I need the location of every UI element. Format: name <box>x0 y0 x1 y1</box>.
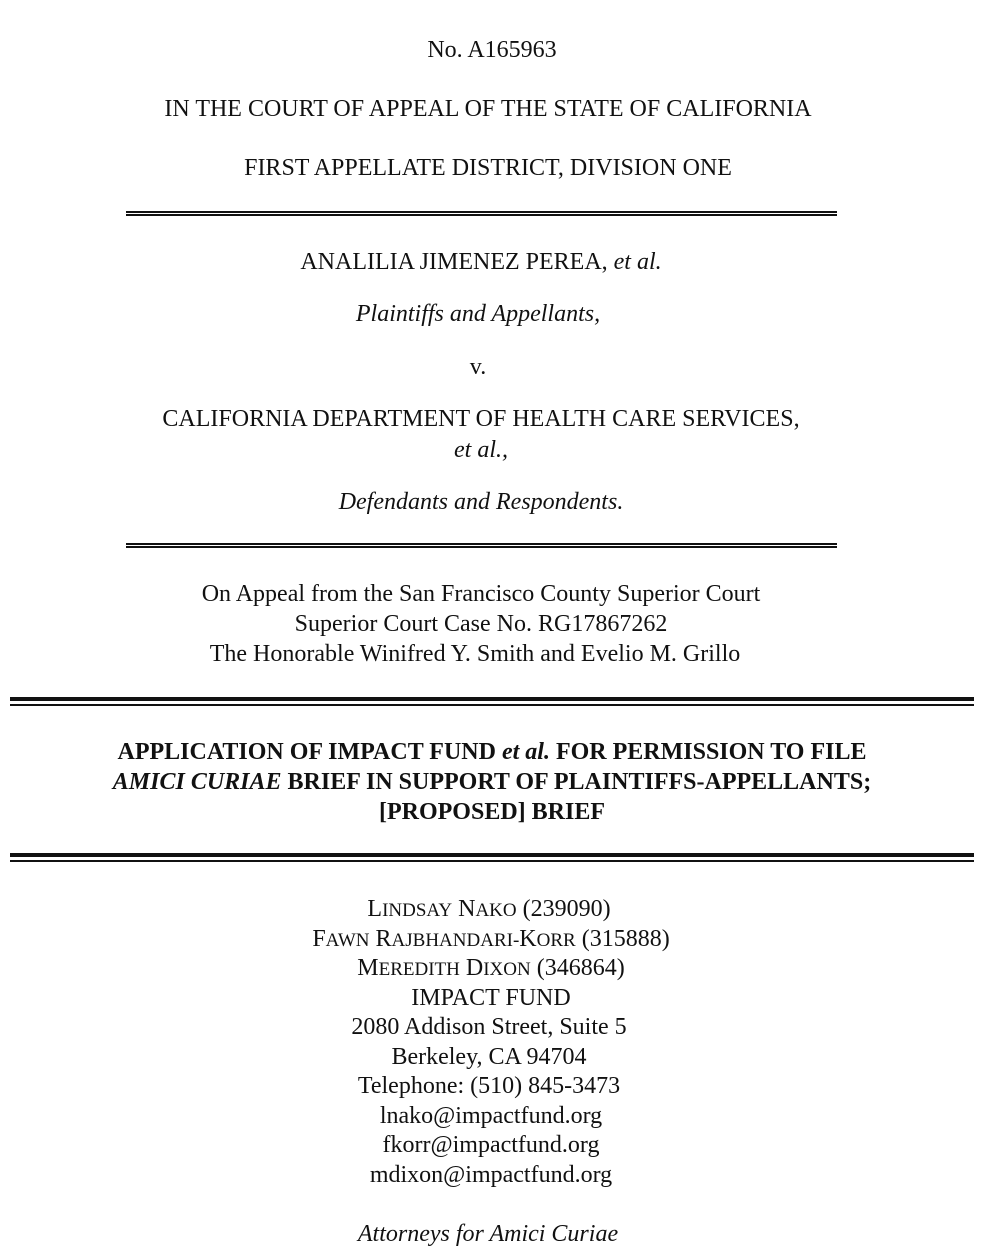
email-link-mdixon[interactable]: mdixon@impactfund.org <box>369 1162 613 1188</box>
firm-phone: Telephone: (510) 845-3473 <box>357 1073 621 1099</box>
divider-thick-2 <box>10 853 974 862</box>
firm-street: 2080 Addison Street, Suite 5 <box>351 1014 627 1040</box>
attorney-3-first-rest: EREDITH <box>378 959 460 980</box>
attorney-2-last-cap: R <box>375 926 392 952</box>
title-line-3: [PROPOSED] BRIEF <box>378 799 605 825</box>
attorney-2-last-rest: AJBHANDARI- <box>391 930 520 951</box>
attorney-1 <box>0 894 978 926</box>
district: FIRST APPELLATE DISTRICT, DIVISION ONE <box>244 155 732 181</box>
document-title <box>0 737 984 827</box>
attorney-2-last-cap2: K <box>519 926 537 952</box>
title-line-1 <box>0 737 984 767</box>
appeal-line-2: Superior Court Case No. RG17867262 <box>294 611 668 637</box>
attorney-3-first-cap: M <box>357 955 379 981</box>
divider-thin-1 <box>126 211 837 216</box>
title-et-al: et al. <box>501 739 550 765</box>
court-name: IN THE COURT OF APPEAL OF THE STATE OF CALIFORNIA <box>164 96 812 122</box>
divider-thick-1 <box>10 697 974 706</box>
attorney-1-last-rest: AKO <box>475 900 517 921</box>
divider-thin-2 <box>126 543 837 548</box>
appeal-line-1: On Appeal from the San Francisco County Superior Court <box>201 581 761 607</box>
attorney-2 <box>0 924 982 956</box>
title-part-1: APPLICATION OF IMPACT FUND <box>117 739 496 765</box>
attorney-2-bar: (315888) <box>581 926 670 952</box>
firm-name: IMPACT FUND <box>411 985 571 1011</box>
attorney-3-last-cap: D <box>465 955 484 981</box>
plaintiff-line <box>0 247 962 277</box>
title-part-1-end: FOR PERMISSION TO FILE <box>555 739 867 765</box>
versus: v. <box>469 354 487 380</box>
title-amici-curiae: AMICI CURIAE <box>112 769 282 795</box>
case-number: No. A165963 <box>427 37 557 63</box>
plaintiff-et-al: et al. <box>613 249 662 275</box>
attorney-1-last-cap: N <box>458 896 476 922</box>
attorney-2-first-cap: F <box>312 926 326 952</box>
email-link-lnako[interactable]: lnako@impactfund.org <box>379 1103 603 1129</box>
title-part-2-end: BRIEF IN SUPPORT OF PLAINTIFFS-APPELLANTS; <box>287 769 872 795</box>
attorney-3 <box>0 953 982 985</box>
attorney-3-bar: (346864) <box>536 955 625 981</box>
attorney-1-first-cap: L <box>367 896 383 922</box>
attorney-3-last-rest: IXON <box>483 959 531 980</box>
title-line-2 <box>0 767 984 797</box>
email-link-fkorr[interactable]: fkorr@impactfund.org <box>382 1132 600 1158</box>
plaintiff-name: ANALILIA JIMENEZ PEREA, <box>300 249 608 275</box>
defendant-et-al: et al., <box>454 437 508 463</box>
attorney-1-bar: (239090) <box>522 896 611 922</box>
attorney-2-first-rest: AWN <box>325 930 370 951</box>
attorneys-for: Attorneys for Amici Curiae <box>357 1221 619 1247</box>
attorney-1-first-rest: INDSAY <box>382 900 453 921</box>
attorney-2-last-rest2: ORR <box>536 930 576 951</box>
firm-city: Berkeley, CA 94704 <box>391 1044 587 1070</box>
defendant-name: CALIFORNIA DEPARTMENT OF HEALTH CARE SERVICES, <box>162 406 800 432</box>
plaintiff-role: Plaintiffs and Appellants, <box>355 301 601 327</box>
appeal-line-3: The Honorable Winifred Y. Smith and Evelio M. Grillo <box>209 641 741 667</box>
defendant-role: Defendants and Respondents. <box>338 489 624 515</box>
